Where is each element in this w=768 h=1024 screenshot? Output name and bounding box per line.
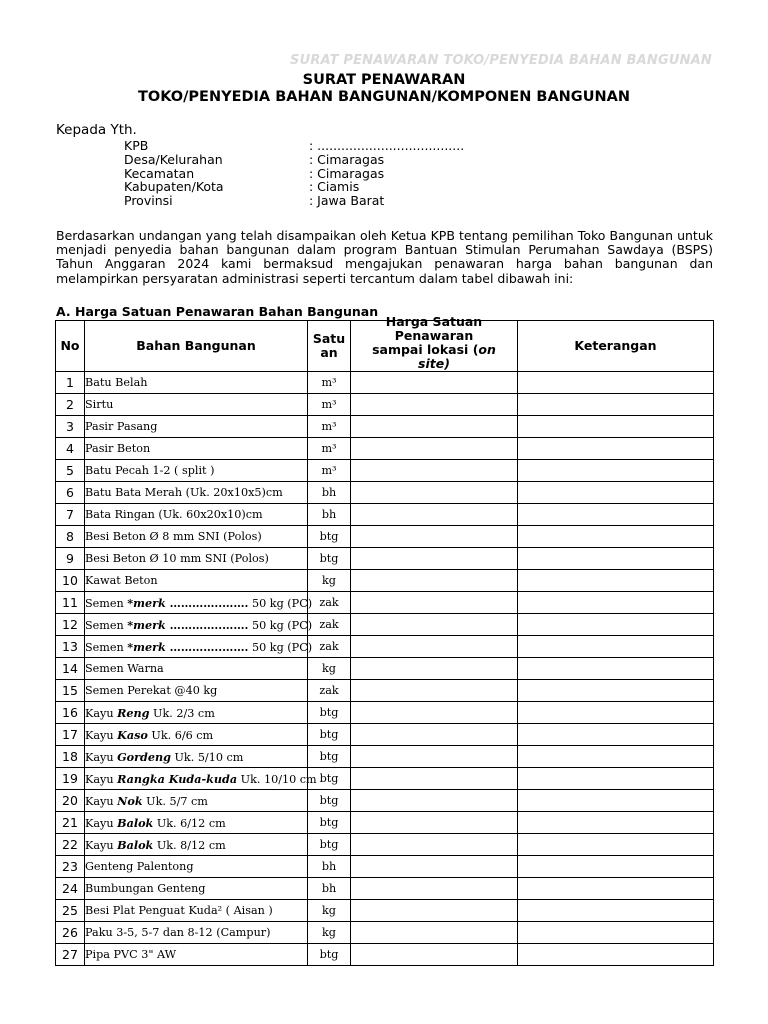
row-number: 22 — [56, 834, 85, 856]
recipient-salutation: Kepada Yth. — [56, 122, 137, 138]
material-name — [85, 460, 308, 482]
row-number: 25 — [56, 900, 85, 922]
remarks-cell[interactable] — [518, 592, 714, 614]
material-name-part: Pasir Pasang — [85, 420, 158, 433]
material-name-part: Besi Plat Penguat Kuda² ( Aisan ) — [85, 904, 273, 917]
material-name — [85, 592, 313, 614]
row-number: 4 — [56, 438, 85, 460]
remarks-cell[interactable] — [518, 504, 714, 526]
remarks-cell[interactable] — [518, 944, 714, 966]
price-cell[interactable] — [351, 482, 518, 504]
unit-cell: m³ — [308, 372, 351, 394]
material-name-part: *merk — [127, 639, 166, 654]
remarks-cell[interactable] — [518, 416, 714, 438]
table-row — [56, 482, 714, 504]
price-cell[interactable] — [351, 790, 518, 812]
price-cell[interactable] — [351, 614, 518, 636]
material-name-part: 50 kg (PC) — [248, 618, 313, 632]
table-row — [56, 372, 714, 394]
material-name-part: 50 kg (PC) — [248, 596, 313, 610]
address-label: Kabupaten/Kota — [124, 179, 224, 195]
material-name-part: …………..……. — [165, 595, 249, 610]
price-cell[interactable] — [351, 504, 518, 526]
material-name-part: 50 kg (PC) — [248, 640, 313, 654]
material-name-part: Gordeng — [117, 749, 171, 764]
material-name-part: Kayu — [85, 838, 118, 852]
remarks-cell[interactable] — [518, 878, 714, 900]
header-harga — [351, 314, 518, 372]
material-name — [85, 746, 308, 768]
table-row — [56, 438, 714, 460]
remarks-cell[interactable] — [518, 856, 714, 878]
table-row — [56, 526, 714, 548]
material-name-part: Rangka Kuda-kuda — [117, 771, 238, 786]
material-name — [85, 636, 313, 658]
material-name — [85, 614, 313, 636]
address-label: Desa/Kelurahan — [124, 151, 223, 167]
row-number: 15 — [56, 680, 85, 702]
material-name — [85, 482, 308, 504]
price-cell[interactable] — [351, 724, 518, 746]
header-harga-line4: site) — [418, 356, 450, 371]
material-name — [85, 680, 308, 702]
material-name-part: …………..……. — [165, 639, 249, 654]
unit-cell: btg — [308, 768, 351, 790]
unit-cell: zak — [308, 614, 351, 636]
material-name-part: Balok — [117, 837, 154, 852]
material-name — [85, 372, 308, 394]
table-row — [56, 658, 714, 680]
table-row — [56, 856, 714, 878]
material-name — [85, 724, 308, 746]
remarks-cell[interactable] — [518, 790, 714, 812]
table-row — [56, 812, 714, 834]
table-row — [56, 570, 714, 592]
table-row — [56, 460, 714, 482]
table-row — [56, 768, 714, 790]
unit-cell: btg — [308, 790, 351, 812]
unit-cell: btg — [308, 702, 351, 724]
price-cell[interactable] — [351, 548, 518, 570]
row-number: 5 — [56, 460, 85, 482]
price-cell[interactable] — [351, 438, 518, 460]
remarks-cell[interactable] — [518, 372, 714, 394]
row-number: 6 — [56, 482, 85, 504]
table-row — [56, 680, 714, 702]
remarks-cell[interactable] — [518, 526, 714, 548]
material-name-part: Paku 3-5, 5-7 dan 8-12 (Campur) — [85, 926, 271, 939]
material-name-part: Pipa PVC 3" AW — [85, 948, 177, 961]
table-row — [56, 592, 714, 614]
remarks-cell[interactable] — [518, 394, 714, 416]
document-title: SURAT PENAWARAN — [302, 72, 466, 88]
header-harga-line2: Penawaran — [394, 328, 474, 343]
unit-cell: m³ — [308, 394, 351, 416]
table-row — [56, 636, 714, 658]
intro-paragraph: Berdasarkan undangan yang telah disampaikan oleh Ketua KPB tentang pemilihan Toko Bangunan untuk menjadi penyedia bahan bangunan dalam program Bantuan Stimulan Perumahan Sawdaya (BSPS) Tahun Anggaran 2024 kami bermaksud mengajukan penawaran harga bahan bangunan dan melampirkan persyaratan administrasi seperti tercantum dalam tabel dibawah ini: — [56, 228, 713, 286]
price-cell[interactable] — [351, 944, 518, 966]
material-name-part: Uk. 5/10 cm — [170, 750, 244, 764]
remarks-cell[interactable] — [518, 614, 714, 636]
unit-cell: btg — [308, 812, 351, 834]
header-no: No — [56, 321, 85, 372]
remarks-cell[interactable] — [518, 834, 714, 856]
unit-cell: m³ — [308, 438, 351, 460]
material-name — [85, 438, 308, 460]
material-name — [85, 790, 308, 812]
price-cell[interactable] — [351, 680, 518, 702]
material-name — [85, 570, 308, 592]
material-name-part: Uk. 2/3 cm — [149, 706, 215, 720]
remarks-cell[interactable] — [518, 636, 714, 658]
unit-cell: btg — [308, 548, 351, 570]
row-number: 10 — [56, 570, 85, 592]
table-row — [56, 834, 714, 856]
material-name — [85, 812, 308, 834]
header-satuan-line2: an — [320, 345, 338, 360]
material-name-part: Pasir Beton — [85, 442, 151, 455]
material-name-part: …………..……. — [165, 617, 249, 632]
table-row — [56, 922, 714, 944]
unit-cell: btg — [308, 944, 351, 966]
material-name-part: Uk. 6/6 cm — [147, 728, 214, 742]
material-name-part: Batu Bata Merah (Uk. 20x10x5)cm — [85, 486, 283, 499]
unit-cell: btg — [308, 526, 351, 548]
material-name — [85, 526, 308, 548]
material-name — [85, 944, 308, 966]
row-number: 2 — [56, 394, 85, 416]
row-number: 11 — [56, 592, 85, 614]
address-row-kecamatan — [124, 167, 464, 181]
unit-cell: kg — [308, 900, 351, 922]
price-cell[interactable] — [351, 900, 518, 922]
row-number: 17 — [56, 724, 85, 746]
table-row — [56, 790, 714, 812]
table-row — [56, 944, 714, 966]
address-label: KPB — [124, 138, 149, 153]
row-number: 7 — [56, 504, 85, 526]
material-name-part: Bata Ringan (Uk. 60x20x10)cm — [85, 508, 263, 521]
row-number: 27 — [56, 944, 85, 966]
material-name-part: Kaso — [117, 727, 148, 742]
material-name-part: Uk. 10/10 cm — [237, 772, 317, 786]
material-name — [85, 768, 317, 790]
row-number: 19 — [56, 768, 85, 790]
table-row — [56, 416, 714, 438]
unit-cell: kg — [308, 922, 351, 944]
address-value: : ..................................... — [309, 138, 465, 153]
material-name-part: Semen Perekat @40 kg — [85, 684, 218, 697]
material-name-part: Kayu — [85, 706, 118, 720]
material-name-part: Uk. 8/12 cm — [153, 838, 226, 852]
material-name — [85, 504, 308, 526]
material-name-part: Uk. 6/12 cm — [153, 816, 226, 830]
material-name-part: Semen — [85, 618, 128, 632]
unit-cell: kg — [308, 658, 351, 680]
table-body — [56, 372, 714, 966]
header-keterangan: Keterangan — [518, 321, 714, 372]
price-cell[interactable] — [351, 394, 518, 416]
header-harga-italic: on — [478, 342, 496, 357]
table-row — [56, 878, 714, 900]
address-row-desa — [124, 153, 464, 167]
unit-cell: kg — [308, 570, 351, 592]
unit-cell: btg — [308, 834, 351, 856]
price-cell[interactable] — [351, 526, 518, 548]
row-number: 8 — [56, 526, 85, 548]
table-row — [56, 548, 714, 570]
material-name-part: Batu Pecah 1-2 ( split ) — [85, 464, 215, 477]
material-name-part: Kayu — [85, 728, 118, 742]
material-name — [85, 702, 308, 724]
material-name — [85, 548, 308, 570]
material-name-part: Semen Warna — [85, 662, 164, 675]
recipient-address — [124, 139, 464, 208]
material-name-part: Kayu — [85, 794, 118, 808]
material-name-part: Balok — [117, 815, 154, 830]
address-label: Kecamatan — [124, 165, 195, 181]
header-bahan: Bahan Bangunan — [85, 321, 308, 372]
address-label: Provinsi — [124, 193, 173, 209]
material-name-part: Bumbungan Genteng — [85, 882, 206, 895]
header-harga-line3: sampai lokasi ( — [372, 342, 479, 357]
header-watermark: SURAT PENAWARAN TOKO/PENYEDIA BAHAN BANGUNAN — [290, 53, 712, 68]
price-cell[interactable] — [351, 702, 518, 724]
material-name-part: Kayu — [85, 750, 118, 764]
price-cell[interactable] — [351, 878, 518, 900]
row-number: 9 — [56, 548, 85, 570]
table-row — [56, 504, 714, 526]
address-value: : Ciamis — [309, 179, 360, 195]
price-cell[interactable] — [351, 834, 518, 856]
material-name — [85, 394, 308, 416]
remarks-cell[interactable] — [518, 570, 714, 592]
remarks-cell[interactable] — [518, 724, 714, 746]
remarks-cell[interactable] — [518, 812, 714, 834]
unit-cell: btg — [308, 724, 351, 746]
row-number: 14 — [56, 658, 85, 680]
material-name-part: Uk. 5/7 cm — [142, 794, 208, 808]
material-name-part: Kawat Beton — [85, 574, 158, 587]
address-value: : Jawa Barat — [309, 193, 385, 209]
unit-cell: bh — [308, 856, 351, 878]
remarks-cell[interactable] — [518, 702, 714, 724]
unit-cell: m³ — [308, 416, 351, 438]
unit-cell: zak — [308, 592, 351, 614]
price-cell[interactable] — [351, 812, 518, 834]
remarks-cell[interactable] — [518, 900, 714, 922]
material-name — [85, 416, 308, 438]
price-cell[interactable] — [351, 922, 518, 944]
address-row-kpb — [124, 139, 464, 153]
price-cell[interactable] — [351, 856, 518, 878]
table-row — [56, 394, 714, 416]
unit-cell: bh — [308, 482, 351, 504]
document-subtitle: TOKO/PENYEDIA BAHAN BANGUNAN/KOMPONEN BANGUNAN — [138, 89, 630, 105]
price-table — [55, 314, 714, 966]
price-cell[interactable] — [351, 746, 518, 768]
row-number: 3 — [56, 416, 85, 438]
material-name-part: Kayu — [85, 816, 118, 830]
remarks-cell[interactable] — [518, 680, 714, 702]
material-name-part: Batu Belah — [85, 376, 148, 389]
unit-cell: btg — [308, 746, 351, 768]
material-name-part: Sirtu — [85, 398, 114, 411]
material-name-part: Besi Beton Ø 8 mm SNI (Polos) — [85, 530, 262, 543]
table-header-row — [56, 321, 714, 372]
row-number: 24 — [56, 878, 85, 900]
material-name — [85, 900, 308, 922]
table-row — [56, 702, 714, 724]
row-number: 12 — [56, 614, 85, 636]
remarks-cell[interactable] — [518, 482, 714, 504]
material-name-part: *merk — [127, 617, 166, 632]
price-cell[interactable] — [351, 592, 518, 614]
address-row-provinsi — [124, 194, 464, 208]
table-row — [56, 614, 714, 636]
row-number: 21 — [56, 812, 85, 834]
material-name-part: Reng — [117, 705, 150, 720]
material-name — [85, 922, 308, 944]
row-number: 16 — [56, 702, 85, 724]
unit-cell: bh — [308, 504, 351, 526]
material-name-part: Besi Beton Ø 10 mm SNI (Polos) — [85, 552, 269, 565]
unit-cell: bh — [308, 878, 351, 900]
material-name-part: Semen — [85, 596, 128, 610]
material-name — [85, 834, 308, 856]
address-value: : Cimaragas — [309, 165, 385, 181]
price-cell[interactable] — [351, 658, 518, 680]
material-name — [85, 658, 308, 680]
header-satuan — [308, 321, 351, 372]
remarks-cell[interactable] — [518, 438, 714, 460]
price-cell[interactable] — [351, 372, 518, 394]
row-number: 1 — [56, 372, 85, 394]
row-number: 18 — [56, 746, 85, 768]
remarks-cell[interactable] — [518, 460, 714, 482]
unit-cell: m³ — [308, 460, 351, 482]
price-cell[interactable] — [351, 570, 518, 592]
table-row — [56, 746, 714, 768]
header-satuan-line1: Satu — [312, 331, 346, 346]
section-title: A. Harga Satuan Penawaran Bahan Bangunan — [56, 304, 379, 319]
price-cell[interactable] — [351, 636, 518, 658]
material-name-part: Kayu — [85, 772, 118, 786]
row-number: 23 — [56, 856, 85, 878]
price-cell[interactable] — [351, 768, 518, 790]
table-row — [56, 900, 714, 922]
remarks-cell[interactable] — [518, 768, 714, 790]
material-name — [85, 878, 308, 900]
unit-cell: zak — [308, 680, 351, 702]
price-cell[interactable] — [351, 460, 518, 482]
unit-cell: zak — [308, 636, 351, 658]
header-harga-line1: Harga Satuan — [385, 314, 483, 329]
row-number: 26 — [56, 922, 85, 944]
table-row — [56, 724, 714, 746]
material-name — [85, 856, 308, 878]
address-value: : Cimaragas — [309, 151, 385, 167]
material-name-part: *merk — [127, 595, 166, 610]
material-name-part: Genteng Palentong — [85, 860, 194, 873]
price-cell[interactable] — [351, 416, 518, 438]
remarks-cell[interactable] — [518, 548, 714, 570]
address-row-kabupaten — [124, 180, 464, 194]
remarks-cell[interactable] — [518, 746, 714, 768]
material-name-part: Semen — [85, 640, 128, 654]
remarks-cell[interactable] — [518, 922, 714, 944]
row-number: 13 — [56, 636, 85, 658]
row-number: 20 — [56, 790, 85, 812]
material-name-part: Nok — [117, 793, 143, 808]
remarks-cell[interactable] — [518, 658, 714, 680]
